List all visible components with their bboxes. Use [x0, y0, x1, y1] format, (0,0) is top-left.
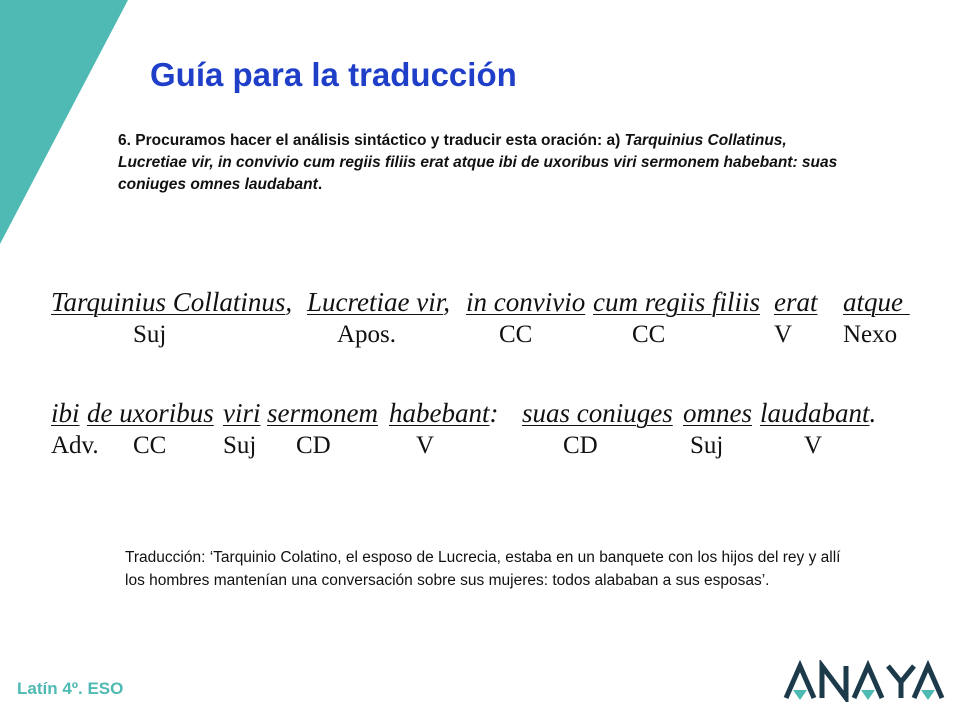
phrase-text: de uxoribus	[87, 398, 214, 428]
phrase-text: ibi	[51, 398, 80, 428]
phrase-text: erat	[774, 287, 818, 317]
teal-corner-shape	[0, 0, 140, 250]
phrase-punct: ,	[285, 287, 293, 317]
function-label: CC	[133, 432, 167, 459]
instruction-suffix: .	[317, 176, 323, 193]
phrase-text: cum regiis filiis	[593, 287, 760, 317]
function-label: Apos.	[337, 321, 397, 348]
phrase-tarquinius-collatinus	[51, 287, 292, 318]
function-label: CD	[563, 432, 598, 459]
phrase-punct: :	[489, 398, 499, 428]
function-label: Suj	[133, 321, 167, 348]
translation-text: Traducción: ‘Tarquinio Colatino, el esposo de Lucrecia, estaba en un banquete con los hijos del rey y allí los hombres mantenían una conversación sobre sus mujeres: todos alababan a sus esposas’.	[125, 549, 841, 589]
phrase-habebant	[389, 398, 499, 429]
phrase-text: suas coniuges	[522, 398, 673, 428]
phrase-text: Lucretiae vir	[307, 287, 444, 317]
slide-title: Guía para la traducción	[150, 56, 517, 93]
exercise-instruction	[118, 130, 853, 196]
phrase-erat	[774, 287, 818, 318]
phrase-text: in convivio	[466, 287, 586, 317]
function-label: Suj	[690, 432, 724, 459]
phrase-text: sermonem	[267, 398, 378, 428]
phrase-text: atque	[843, 287, 910, 317]
phrase-punct: .	[869, 398, 877, 428]
anaya-logo	[783, 660, 945, 702]
phrase-text: laudabant	[760, 398, 870, 428]
function-label: V	[416, 432, 435, 459]
phrase-cum-regiis-filiis	[593, 287, 760, 318]
phrase-text: viri	[223, 398, 261, 428]
phrase-text: omnes	[683, 398, 752, 428]
phrase-laudabant	[760, 398, 876, 429]
function-label: V	[804, 432, 823, 459]
phrase-ibi	[51, 398, 80, 429]
analysis-row-2	[0, 398, 960, 468]
phrase-text: habebant	[389, 398, 490, 428]
phrase-in-convivio	[466, 287, 585, 318]
phrase-suas-coniuges	[522, 398, 673, 429]
function-label: CC	[632, 321, 666, 348]
instruction-prefix: 6. Procuramos hacer el análisis sintáctico y traducir esta oración: a)	[118, 132, 625, 149]
phrase-sermonem	[267, 398, 378, 429]
function-label: Suj	[223, 432, 257, 459]
phrase-lucretiae-vir	[307, 287, 450, 318]
phrase-viri	[223, 398, 261, 429]
instruction-latin-sentence: Tarquinius Collatinus, Lucretiae vir, in convivio cum regiis filiis erat atque ibi de uxoribus viri sermonem habebant: suas coniuges omnes laudabant	[118, 132, 838, 193]
course-footer: Latín 4º. ESO	[17, 679, 124, 698]
phrase-de-uxoribus	[87, 398, 214, 429]
function-label: Nexo	[843, 321, 898, 348]
phrase-punct: ,	[443, 287, 450, 317]
phrase-omnes	[683, 398, 752, 429]
function-label: Adv.	[51, 432, 99, 459]
function-label: CC	[499, 321, 533, 348]
function-label: CD	[296, 432, 331, 459]
function-label: V	[774, 321, 793, 348]
analysis-row-1	[0, 287, 960, 357]
phrase-text: Tarquinius Collatinus	[51, 287, 286, 317]
phrase-atque	[843, 287, 910, 318]
